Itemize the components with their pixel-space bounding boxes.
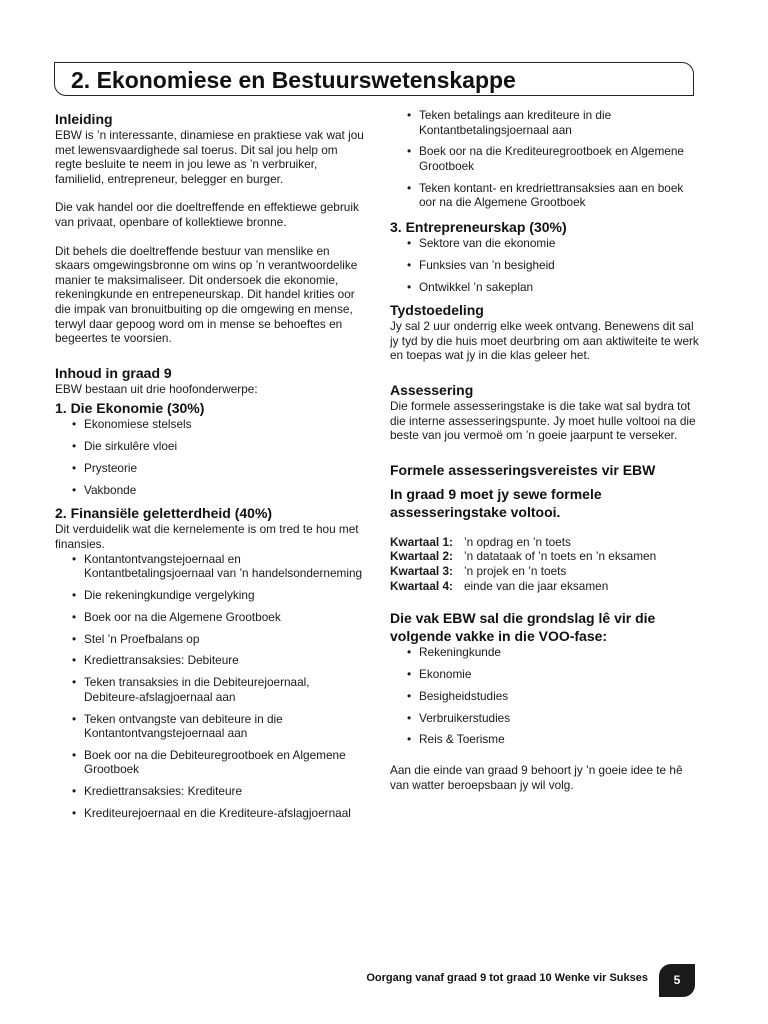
list-item: • Sektore van die ekonomie [407, 236, 700, 251]
ekonomie-heading: 1. Die Ekonomie (30%) [55, 400, 205, 417]
footer-text: Oorgang vanaf graad 9 tot graad 10 Wenke vir Sukses [366, 972, 648, 984]
list-item: • Krediettransaksies: Krediteure [72, 784, 365, 799]
assessering-heading: Assessering [390, 382, 474, 399]
slot-paragraph: Aan die einde van graad 9 behoort jy ’n goeie idee te hê van watter beroepsbaan jy wil volg. [390, 762, 683, 792]
kwartaal-text: ’n projek en ’n toets [464, 564, 567, 579]
list-item: • Boek oor na die Algemene Grootboek [72, 610, 365, 625]
tydstoedeling-paragraph: Jy sal 2 uur onderrig elke week ontvang. Benewens dit sal jy tyd by die huis moet deurbring om aan aktiwiteite te werk en toepas wat jy in die klas geleer het. [390, 319, 699, 363]
list-item: • Ekonomiese stelsels [72, 417, 365, 432]
ekonomie-list [55, 417, 365, 497]
list-item: • Prysteorie [72, 461, 365, 476]
inleiding-paragraph-2: Die vak handel oor die doeltreffende en effektiewe gebruik van privaat, openbare of kollektiewe bronne. [55, 200, 359, 229]
finansiele-list [55, 552, 365, 821]
list-item: • Krediteurejoernaal en die Krediteure-afslagjoernaal [72, 806, 365, 821]
grondslag-heading: Die vak EBW sal die grondslag lê vir die volgende vakke in die VOO-fase: [390, 610, 656, 645]
finansiele-heading: 2. Finansiële geletterdheid (40%) [55, 505, 273, 522]
kwartaal-label: Kwartaal 3: [390, 564, 453, 579]
kwartaal-row [390, 579, 700, 594]
list-item: • Teken transaksies in die Debiteurejoernaal, Debiteure-afslagjoernaal aan [72, 675, 365, 704]
formele-vereistes-subheading: In graad 9 moet jy sewe formele assesseringstake voltooi. [390, 485, 602, 520]
kwartaal-row [390, 564, 700, 579]
kwartaal-text: ’n opdrag en ’n toets [464, 534, 571, 549]
inleiding-paragraph-1: EBW is ’n interessante, dinamiese en praktiese vak wat jou met lewensvaardighede sal toerus. Dit sal jou help om regte besluite te neem in jou lewe as ’n verbruiker, familielid, entrepreneur, belegger en burger. [55, 128, 364, 186]
list-item: • Verbruikerstudies [407, 711, 700, 726]
list-item: • Teken ontvangste van debiteure in die Kontantontvangstejoernaal aan [72, 712, 365, 741]
finansiele-continued-list [390, 108, 700, 210]
list-item: • Boek oor na die Debiteuregrootboek en Algemene Grootboek [72, 748, 365, 777]
kwartaal-label: Kwartaal 1: [390, 534, 453, 549]
kwartaal-row [390, 535, 700, 550]
list-item: • Stel ’n Proefbalans op [72, 632, 365, 647]
list-item: • Vakbonde [72, 483, 365, 498]
inleiding-heading: Inleiding [55, 111, 113, 127]
list-item: • Krediettransaksies: Debiteure [72, 653, 365, 668]
entrepreneurskap-heading: 3. Entrepreneurskap (30%) [390, 218, 567, 235]
list-item: • Teken betalings aan krediteure in die Kontantbetalingsjoernaal aan [407, 108, 700, 137]
kwartaal-row [390, 549, 700, 564]
tydstoedeling-heading: Tydstoedeling [390, 302, 484, 319]
kwartaal-label: Kwartaal 2: [390, 549, 453, 564]
page-title: 2. Ekonomiese en Bestuurswetenskappe [71, 67, 516, 93]
finansiele-intro: Dit verduidelik wat die kernelemente is om tred te hou met finansies. [55, 522, 359, 552]
assessering-paragraph: Die formele assesseringstake is die take wat sal bydra tot die interne assesseringspunte. Jy moet hulle voltooi na die beste van jou vermoë om ’n goeie jaarpunt te verseker. [390, 399, 696, 443]
list-item: • Die rekeningkundige vergelyking [72, 588, 365, 603]
list-item: • Reis & Toerisme [407, 732, 700, 747]
kwartale-list [390, 535, 700, 593]
list-item: • Besigheidstudies [407, 689, 700, 704]
page-number: 5 [659, 964, 695, 997]
page-title-box [54, 62, 694, 96]
list-item: • Funksies van ’n besigheid [407, 258, 700, 273]
grondslag-list [390, 645, 700, 747]
list-item: • Boek oor na die Krediteuregrootboek en Algemene Grootboek [407, 144, 700, 173]
right-column [390, 108, 700, 792]
list-item: • Ontwikkel ’n sakeplan [407, 280, 700, 295]
list-item: • Die sirkulêre vloei [72, 439, 365, 454]
list-item: • Rekeningkunde [407, 645, 700, 660]
list-item: • Ekonomie [407, 667, 700, 682]
kwartaal-text: ’n datataak of ’n toets en ’n eksamen [464, 549, 657, 564]
kwartaal-text: einde van die jaar eksamen [464, 578, 609, 593]
list-item: • Teken kontant- en kredriettransaksies aan en boek oor na die Algemene Grootboek [407, 181, 700, 210]
formele-vereistes-heading: Formele assesseringsvereistes vir EBW [390, 461, 656, 478]
inhoud-intro: EBW bestaan uit drie hoofonderwerpe: [55, 381, 258, 396]
kwartaal-label: Kwartaal 4: [390, 578, 453, 593]
entrepreneurskap-list [390, 236, 700, 294]
left-column [55, 108, 365, 828]
inleiding-paragraph-3: Dit behels die doeltreffende bestuur van menslike en skaars omgewingsbronne om wins op ’n verantwoordelike manier te maksimaliseer. Dit ondersoek die ekonomie, rekeningkunde en entrepeneurskap. Dit handel krities oor die impak van bronuitbuiting op die omgewing en mense, terwyl daar gepoog word om in mense se behoeftes en begeertes te voorsien. [55, 243, 358, 346]
inhoud-heading: Inhoud in graad 9 [55, 364, 172, 381]
list-item: • Kontantontvangstejoernaal en Kontantbetalingsjoernaal van ’n handelsonderneming [72, 552, 365, 581]
